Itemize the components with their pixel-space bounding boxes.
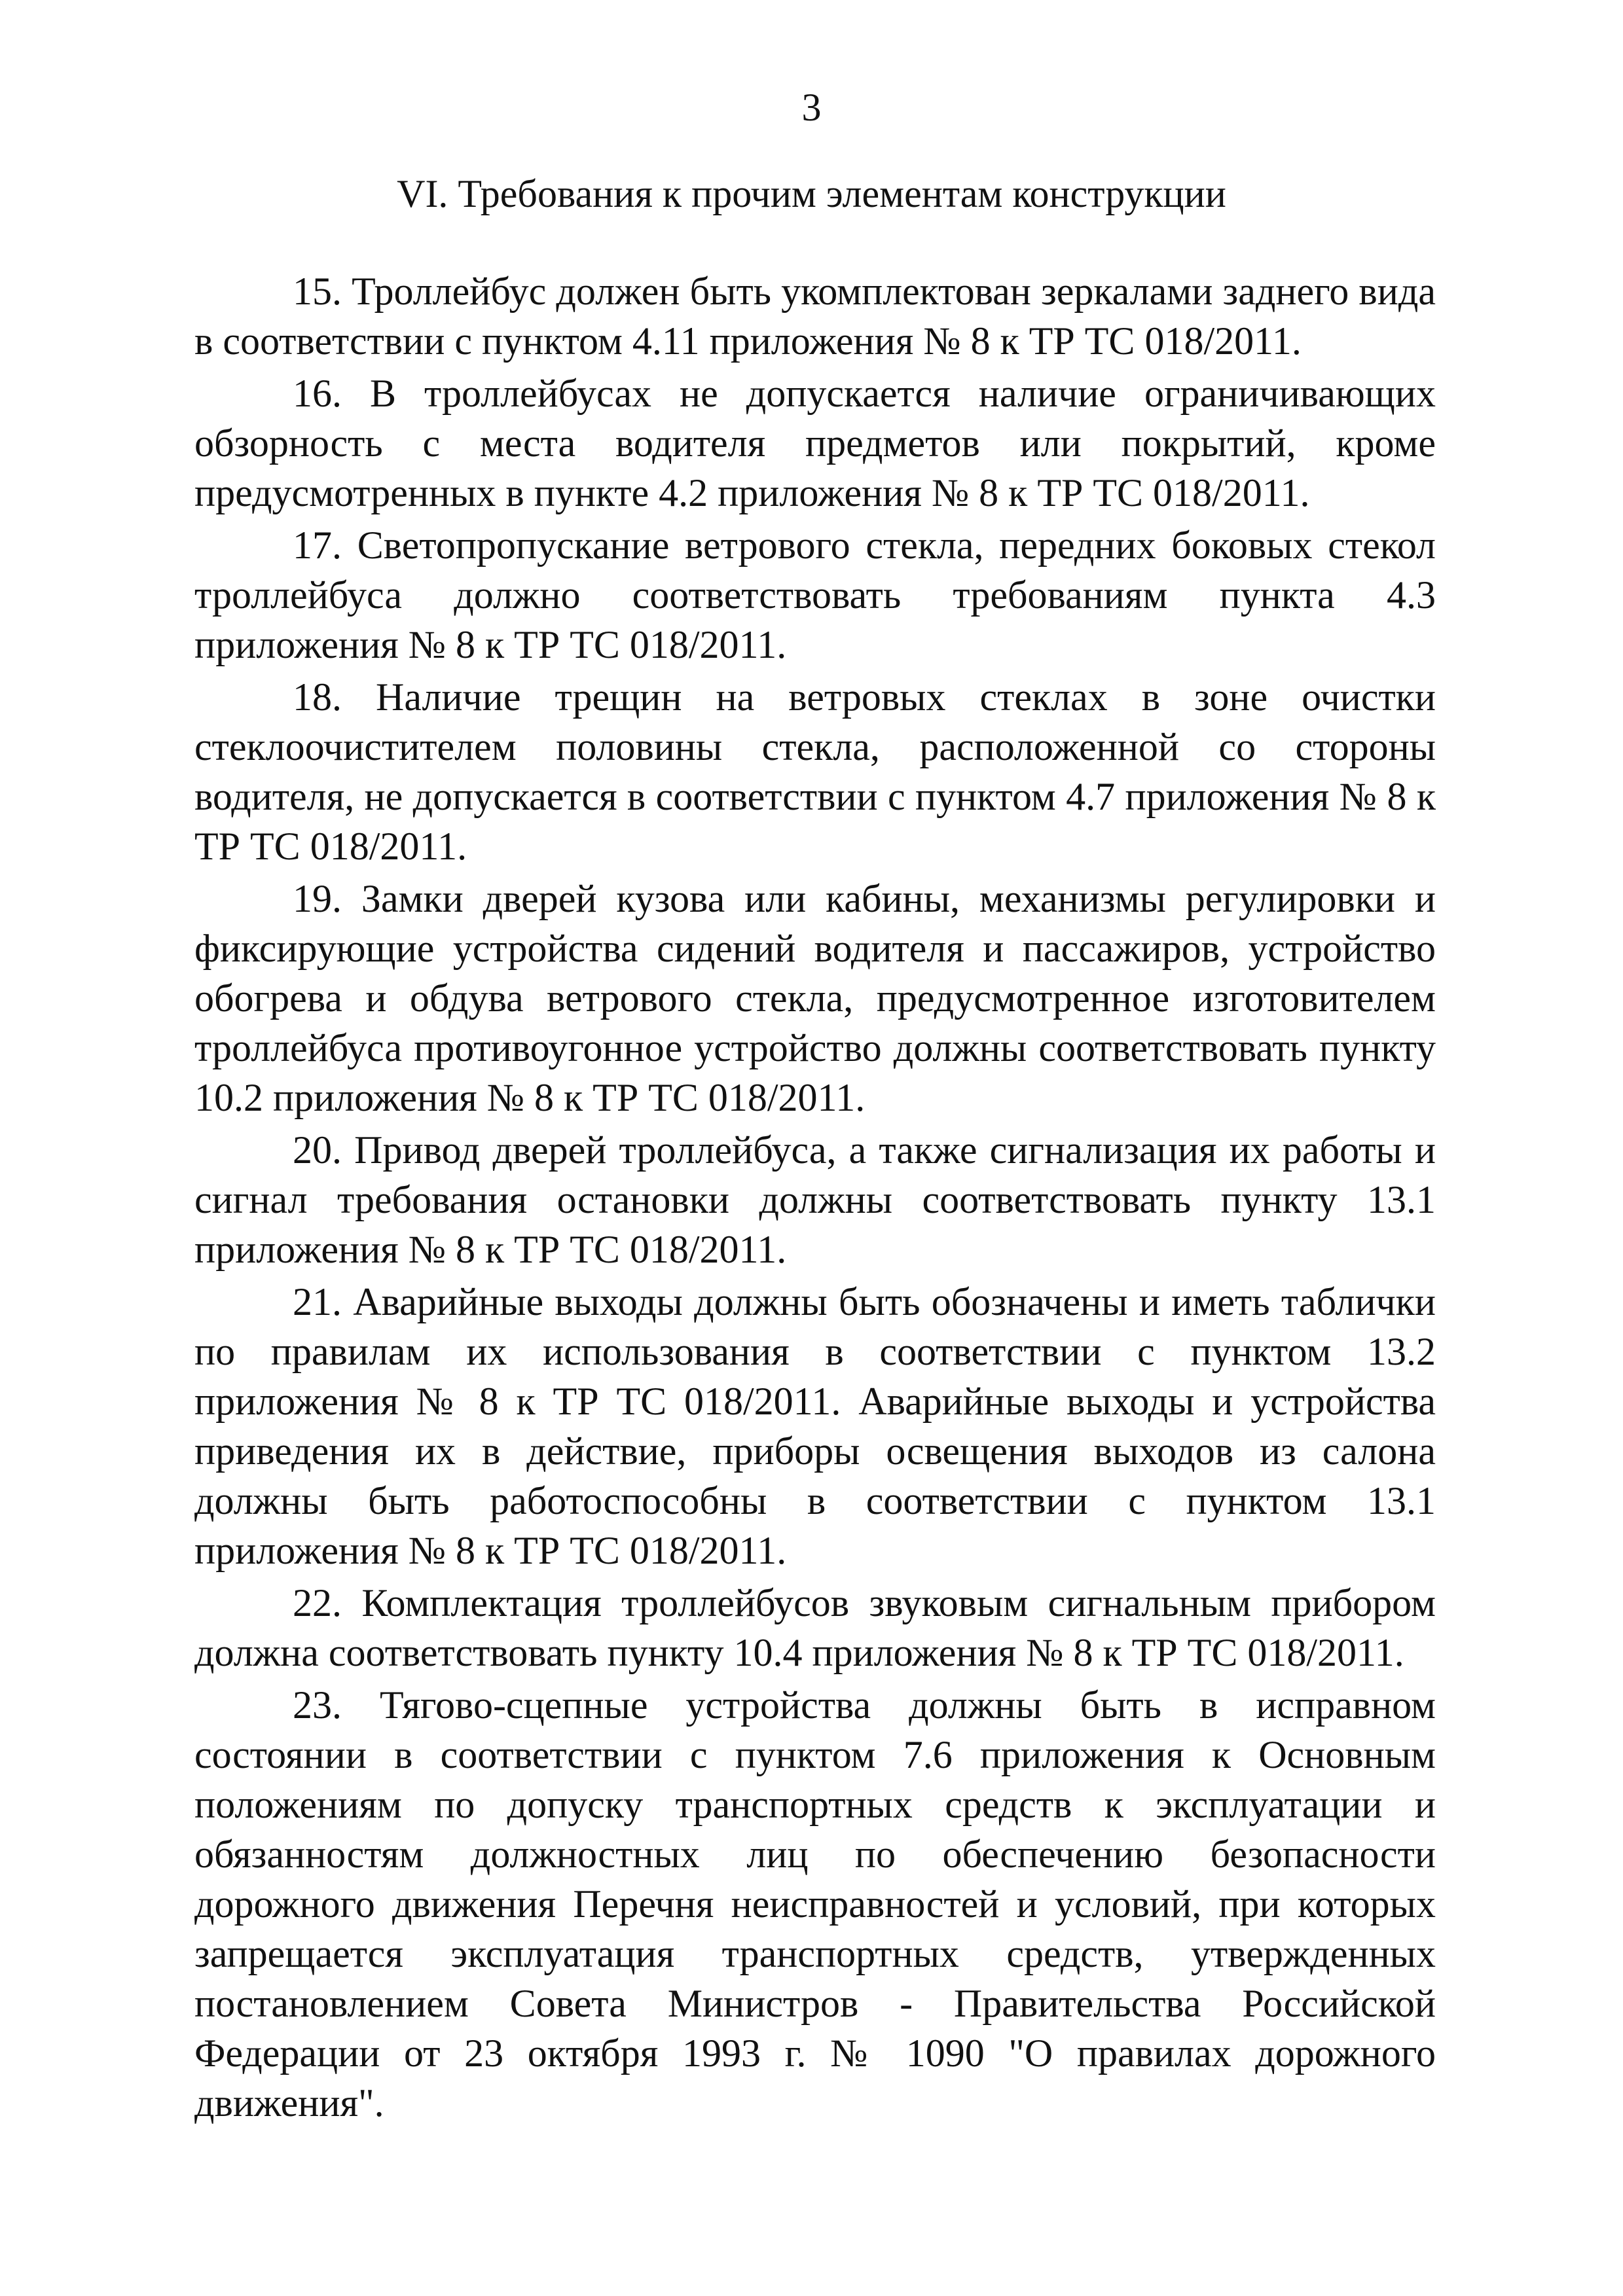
paragraph-22: 22. Комплектация троллейбусов звуковым сигнальным прибором должна соответствовать пункту 10.4 приложения № 8 к ТР ТС 018/2011. [194, 1581, 1436, 1674]
paragraph-21: 21. Аварийные выходы должны быть обозначены и иметь таблички по правилам их использования в соответствии с пунктом 13.2 приложения № 8 к ТР ТС 018/2011. Аварийные выходы и устройства приведения их в действие, приборы освещения выходов из салона должны быть работоспособны в соответствии с пунктом 13.1 приложения № 8 к ТР ТС 018/2011. [194, 1280, 1436, 1572]
paragraph-17: 17. Светопропускание ветрового стекла, передних боковых стекол троллейбуса должно соответствовать требованиям пункта 4.3 приложения № 8 к ТР ТС 018/2011. [194, 524, 1436, 666]
document-body [194, 266, 1436, 2130]
paragraph-15: 15. Троллейбус должен быть укомплектован зеркалами заднего вида в соответствии с пунктом 4.11 приложения № 8 к ТР ТС 018/2011. [194, 270, 1436, 363]
paragraph-20: 20. Привод дверей троллейбуса, а также сигнализация их работы и сигнал требования остановки должны соответствовать пункту 13.1 приложения № 8 к ТР ТС 018/2011. [194, 1128, 1436, 1271]
paragraph-23: 23. Тягово-сцепные устройства должны быть в исправном состоянии в соответствии с пунктом 7.6 приложения к Основным положениям по допуску транспортных средств к эксплуатации и обязанностям должностных лиц по обеспечению безопасности дорожного движения Перечня неисправностей и условий, при которых запрещается эксплуатация транспортных средств, утвержденных постановлением Совета Министров - Правительства Российской Федерации от 23 октября 1993 г. № 1090 "О правилах дорожного движения". [194, 1683, 1436, 2125]
paragraph-16: 16. В троллейбусах не допускается наличие ограничивающих обзорность с места водителя предметов или покрытий, кроме предусмотренных в пункте 4.2 приложения № 8 к ТР ТС 018/2011. [194, 372, 1436, 514]
page-number: 3 [801, 86, 822, 129]
paragraph-18: 18. Наличие трещин на ветровых стеклах в зоне очистки стеклоочистителем половины стекла, расположенной со стороны водителя, не допускается в соответствии с пунктом 4.7 приложения № 8 к ТР ТС 018/2011. [194, 675, 1436, 868]
section-title: VI. Требования к прочим элементам конструкции [397, 172, 1226, 215]
paragraph-19: 19. Замки дверей кузова или кабины, механизмы регулировки и фиксирующие устройства сидений водителя и пассажиров, устройство обогрева и обдува ветрового стекла, предусмотренное изготовителем троллейбуса противоугонное устройство должны соответствовать пункту 10.2 приложения № 8 к ТР ТС 018/2011. [194, 877, 1436, 1119]
